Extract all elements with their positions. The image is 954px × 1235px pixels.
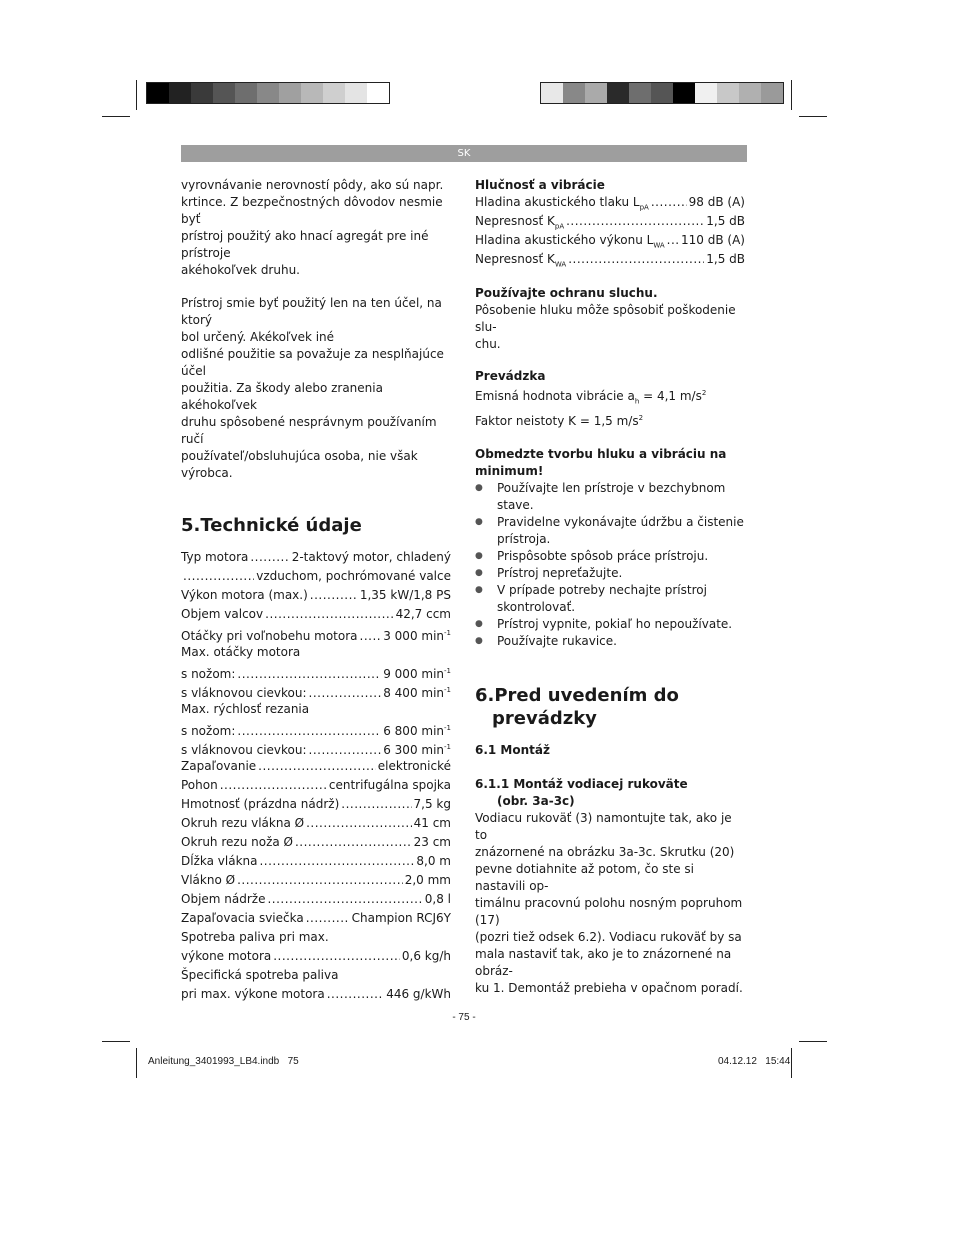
spec-label: s vláknovou cievkou: [181, 743, 307, 757]
spec-value [416, 853, 451, 870]
spec-row [181, 644, 451, 663]
text-line: timálnu pracovnú polohu nosným popruhom (17) [475, 896, 743, 928]
color-swatch [673, 83, 695, 103]
spec-list [181, 549, 451, 1005]
spec-label: s nožom: [181, 724, 236, 738]
noise-row [475, 213, 745, 232]
text-line: V prípade potreby nechajte prístroj [497, 583, 707, 598]
heading-line: 6.1.1 Montáž vodiacej rukoväte [475, 777, 688, 792]
leader-dots [250, 549, 289, 566]
spec-label: Spotreba paliva pri max. [181, 930, 329, 944]
spec-value [360, 587, 451, 604]
text-line: skontrolovať. [497, 600, 576, 615]
spec-value-text: Champion RCJ6Y [351, 911, 451, 925]
text-line: druhu spôsobené nesprávnym používaním ručí [181, 415, 437, 446]
leader-dots [568, 251, 704, 268]
noise-row [475, 232, 745, 251]
color-swatch [323, 83, 345, 103]
spec-value-text: 42,7 ccm [395, 607, 451, 621]
crop-mark [799, 1041, 827, 1042]
spec-value-text: elektronické [377, 759, 451, 773]
spec-row [181, 872, 451, 891]
noise-label-sub: pA [639, 203, 649, 212]
text-line: pevne dotiahnite až potom, čo ste si nastavili op- [475, 862, 694, 894]
spec-label: s nožom: [181, 667, 236, 681]
leader-dots [310, 587, 358, 604]
text-line: odlišné použitie sa považuje za nesplňajúce účel [181, 347, 444, 378]
spec-value [378, 758, 451, 775]
bullet-item [475, 633, 745, 650]
spec-value [329, 777, 451, 794]
spec-row [181, 606, 451, 625]
spec-label: Okruh rezu noža Ø [181, 835, 293, 849]
bullet-text [497, 480, 745, 514]
noise-label-sub: pA [554, 222, 565, 231]
spec-value [386, 986, 451, 1003]
spec-label: Výkon motora (max.) [181, 588, 308, 602]
spec-value [425, 891, 451, 908]
spec-row [181, 625, 451, 644]
language-code: SK [457, 148, 471, 159]
color-swatch [279, 83, 301, 103]
leader-dots [183, 568, 254, 585]
color-swatch [213, 83, 235, 103]
heading-line: Obmedzte tvorbu hluku a vibráciu na [475, 447, 727, 462]
spec-row [181, 739, 451, 758]
heading-line: (obr. 3a-3c) [497, 794, 575, 809]
text-line: Pôsobenie hluku môže spôsobiť poškodenie slu- [475, 303, 736, 334]
spec-row [181, 929, 451, 948]
color-swatch [257, 83, 279, 103]
spec-value [383, 682, 451, 702]
leader-dots [309, 685, 382, 702]
spec-row [181, 853, 451, 872]
color-bar-left [146, 82, 390, 104]
noise-value: 110 dB (A) [681, 233, 745, 247]
spec-row [181, 796, 451, 815]
bullet-item [475, 548, 745, 565]
text-line: vyrovnávanie nerovností pôdy, ako sú napr. [181, 178, 444, 192]
text-line: chu. [475, 337, 501, 351]
spec-value-text: 9 000 min [383, 667, 445, 681]
noise-row [475, 251, 745, 270]
spec-value-sup: -1 [444, 743, 451, 751]
spec-row [181, 815, 451, 834]
hearing-heading: Používajte ochranu sluchu. [475, 286, 658, 300]
leader-dots [237, 666, 381, 683]
bullet-text [497, 616, 732, 633]
spec-value [402, 948, 451, 965]
spec-value [352, 910, 451, 927]
spec-value-text: 1,35 kW/1,8 PS [359, 588, 451, 602]
leader-dots [306, 910, 350, 927]
spec-row [181, 834, 451, 853]
spec-value [414, 796, 451, 813]
spec-value-text: centrifugálna spojka [328, 778, 451, 792]
color-swatch [301, 83, 323, 103]
intro-paragraph-2 [181, 295, 451, 482]
text-line: Používajte len prístroje v bezchybnom stave. [497, 481, 726, 513]
color-swatch [541, 83, 563, 103]
spec-value [383, 625, 451, 645]
spec-value-text: 0,8 l [424, 892, 451, 906]
color-swatch [345, 83, 367, 103]
color-swatch [651, 83, 673, 103]
spec-value-text: 8,0 m [416, 854, 451, 868]
noise-value: 1,5 dB [706, 214, 745, 228]
leader-dots [341, 796, 411, 813]
spec-label: Hmotnosť (prázdna nádrž) [181, 797, 340, 811]
color-swatch [629, 83, 651, 103]
bullet-dot: ● [475, 551, 483, 562]
spec-value-text: 446 g/kWh [386, 987, 451, 1001]
text-line: Prístroj smie byť použitý len na ten účel, na ktorý [181, 296, 442, 327]
leader-dots [265, 606, 393, 623]
crop-mark [136, 80, 137, 110]
bullet-item [475, 480, 745, 514]
crop-mark [136, 1048, 137, 1078]
bullet-dot: ● [475, 483, 483, 494]
spec-label: Zapaľovacia sviečka [181, 911, 304, 925]
spec-row [181, 720, 451, 739]
bullet-text [497, 514, 744, 548]
spec-label: Objem nádrže [181, 892, 266, 906]
spec-row [181, 663, 451, 682]
text-line: používateľ/obsluhujúca osoba, nie však výrobca. [181, 449, 418, 480]
text-line: Pravidelne vykonávajte údržbu a čistenie [497, 515, 744, 530]
spec-value [383, 720, 451, 740]
text-line: použitia. Za škody alebo zranenia akéhokoľvek [181, 381, 383, 412]
bullet-text [497, 582, 707, 616]
color-swatch [585, 83, 607, 103]
crop-mark [799, 116, 827, 117]
footer-date: 04.12.12 15:44 [718, 1056, 791, 1067]
bullet-dot: ● [475, 517, 483, 528]
text-line: akéhokoľvek druhu. [181, 263, 300, 277]
spec-row [181, 891, 451, 910]
subsection-6-1-1 [475, 776, 745, 810]
spec-value-text: 41 cm [413, 816, 451, 830]
spec-value-text: 2,0 mm [404, 873, 451, 887]
leader-dots [360, 628, 382, 645]
spec-value-sup: -1 [444, 629, 451, 637]
language-header [181, 145, 747, 162]
spec-value-text: 2-taktový motor, chladený [291, 550, 451, 564]
text-line: znázornené na obrázku 3a-3c. Skrutku (20) [475, 845, 735, 860]
bullet-list [475, 480, 745, 650]
color-bar-right [540, 82, 784, 104]
right-column [475, 177, 745, 997]
leader-dots [295, 834, 412, 851]
noise-label-text: Hladina akustického výkonu L [475, 233, 654, 247]
spec-label: s vláknovou cievkou: [181, 686, 307, 700]
limit-heading [475, 446, 745, 480]
leader-dots [259, 853, 414, 870]
bullet-text [497, 633, 617, 650]
noise-label-text: Nepresnosť K [475, 252, 555, 266]
bullet-item [475, 616, 745, 633]
spec-value-text: 8 400 min [383, 686, 445, 700]
spec-value-text: 7,5 kg [413, 797, 451, 811]
heading-line: minimum! [475, 464, 544, 479]
noise-value: 98 dB (A) [688, 195, 745, 209]
spec-row [181, 701, 451, 720]
spec-row [181, 986, 451, 1005]
color-swatch [235, 83, 257, 103]
spec-label: Zapaľovanie [181, 759, 257, 773]
noise-label [475, 251, 566, 273]
spec-value-text: 6 300 min [383, 743, 445, 757]
noise-label-text: Nepresnosť K [475, 214, 555, 228]
spec-row [181, 967, 451, 986]
text-line: mala nastaviť tak, ako je to znázornené na obráz- [475, 947, 732, 979]
leader-dots [237, 872, 403, 889]
leader-dots [651, 194, 687, 211]
crop-mark [791, 1048, 792, 1078]
text-line: ku 1. Demontáž prebieha v opačnom poradí. [475, 981, 743, 996]
text-line: krtince. Z bezpečnostných dôvodov nesmie byť [181, 195, 443, 226]
spec-row [181, 777, 451, 796]
bullet-item [475, 514, 745, 548]
spec-value-text: vzduchom, pochrómované valce [256, 569, 451, 583]
noise-label-sub: WA [554, 260, 567, 269]
spec-row [181, 910, 451, 929]
leader-dots [309, 742, 382, 759]
crop-mark [102, 116, 130, 117]
section-5-title: 5.Technické údaje [181, 515, 362, 536]
spec-value [292, 549, 451, 566]
spec-value-text: 6 800 min [383, 724, 445, 738]
bullet-item [475, 582, 745, 616]
spec-row [181, 587, 451, 606]
spec-value-text: 23 cm [413, 835, 451, 849]
text-line: prístroj použitý ako hnací agregát pre iné prístroje [181, 229, 429, 260]
text-line: prístroja. [497, 532, 551, 547]
spec-label: Okruh rezu vlákna Ø [181, 816, 305, 830]
spec-value-text: 3 000 min [383, 629, 445, 643]
leader-dots [306, 815, 412, 832]
color-swatch [563, 83, 585, 103]
color-swatch [367, 83, 389, 103]
color-swatch [169, 83, 191, 103]
spec-label: Pohon [181, 778, 218, 792]
spec-value-sup: -1 [444, 724, 451, 732]
intro-paragraph-1 [181, 177, 451, 279]
bullet-dot: ● [475, 585, 483, 596]
spec-value [383, 663, 451, 683]
bullet-dot: ● [475, 568, 483, 579]
text-line: (pozri tiež odsek 6.2). Vodiacu rukoväť by sa [475, 930, 742, 945]
spec-label: Otáčky pri voľnobehu motora [181, 629, 358, 643]
leader-dots [566, 213, 704, 230]
spec-value-sup: -1 [444, 686, 451, 694]
spec-row [181, 948, 451, 967]
text-line: Prispôsobte spôsob práce prístroju. [497, 549, 709, 564]
hearing-text [475, 302, 745, 353]
leader-dots [258, 758, 376, 775]
spec-value-text: 0,6 kg/h [401, 949, 451, 963]
color-swatch [147, 83, 169, 103]
spec-value [396, 606, 451, 623]
noise-row [475, 194, 745, 213]
spec-value [405, 872, 451, 889]
text-line: Vodiacu rukoväť (3) namontujte tak, ako je to [475, 811, 732, 843]
bullet-dot: ● [475, 619, 483, 630]
color-swatch [761, 83, 783, 103]
heading-line: 6.Pred uvedením do [475, 685, 679, 707]
bullet-text [497, 565, 622, 582]
operation-heading: Prevádzka [475, 369, 546, 383]
leader-dots [267, 891, 422, 908]
mounting-text [475, 810, 745, 997]
noise-list [475, 194, 745, 270]
noise-label-text: Hladina akustického tlaku L [475, 195, 640, 209]
section-6-title [475, 684, 745, 730]
crop-mark [102, 1041, 130, 1042]
heading-line: prevádzky [492, 708, 597, 730]
spec-label: Typ motora [181, 550, 249, 564]
leader-dots [667, 232, 679, 249]
leader-dots [273, 948, 400, 965]
color-swatch [739, 83, 761, 103]
vibration-emission-line: Emisná hodnota vibrácie $a_h = 4,1$ $m/s^2$ [475, 389, 707, 406]
leader-dots [327, 986, 384, 1003]
spec-label: výkone motora [181, 949, 272, 963]
left-column [181, 177, 451, 1005]
crop-mark [791, 80, 792, 110]
spec-value [414, 815, 451, 832]
color-swatch [695, 83, 717, 103]
spec-label: pri max. výkone motora [181, 987, 325, 1001]
spec-row [181, 549, 451, 568]
text-line: Používajte rukavice. [497, 634, 617, 649]
text-line: Prístroj vypnite, pokiaľ ho nepoužívate. [497, 617, 733, 632]
spec-row [181, 682, 451, 701]
color-swatch [717, 83, 739, 103]
spec-value [256, 568, 451, 585]
spec-value-sup: -1 [444, 667, 451, 675]
bullet-dot: ● [475, 636, 483, 647]
spec-label: Max. rýchlosť rezania [181, 702, 310, 716]
spec-label: Vlákno Ø [181, 873, 236, 887]
spec-row [181, 568, 451, 587]
spec-label: Objem valcov [181, 607, 264, 621]
subsection-6-1: 6.1 Montáž [475, 743, 550, 758]
text-line: bol určený. Akékoľvek iné [181, 330, 335, 344]
page-number: - 75 - [452, 1012, 476, 1023]
noise-heading: Hlučnosť a vibrácie [475, 178, 605, 192]
leader-dots [220, 777, 327, 794]
footer-file-info: Anleitung_3401993_LB4.indb 75 [148, 1056, 299, 1067]
spec-label: Dĺžka vlákna [181, 854, 258, 868]
uncertainty-line: Faktor neistoty K = 1,5 $m/s^2$ [475, 414, 644, 429]
bullet-text [497, 548, 708, 565]
spec-label: Špecifická spotreba paliva [181, 968, 339, 982]
text-line: Prístroj nepreťažujte. [497, 566, 623, 581]
leader-dots [237, 723, 381, 740]
spec-value [383, 739, 451, 759]
spec-label: Max. otáčky motora [181, 645, 301, 659]
color-swatch [607, 83, 629, 103]
noise-label-sub: WA [653, 241, 665, 250]
noise-value: 1,5 dB [706, 252, 745, 266]
color-swatch [191, 83, 213, 103]
spec-value [414, 834, 451, 851]
spec-row [181, 758, 451, 777]
bullet-item [475, 565, 745, 582]
